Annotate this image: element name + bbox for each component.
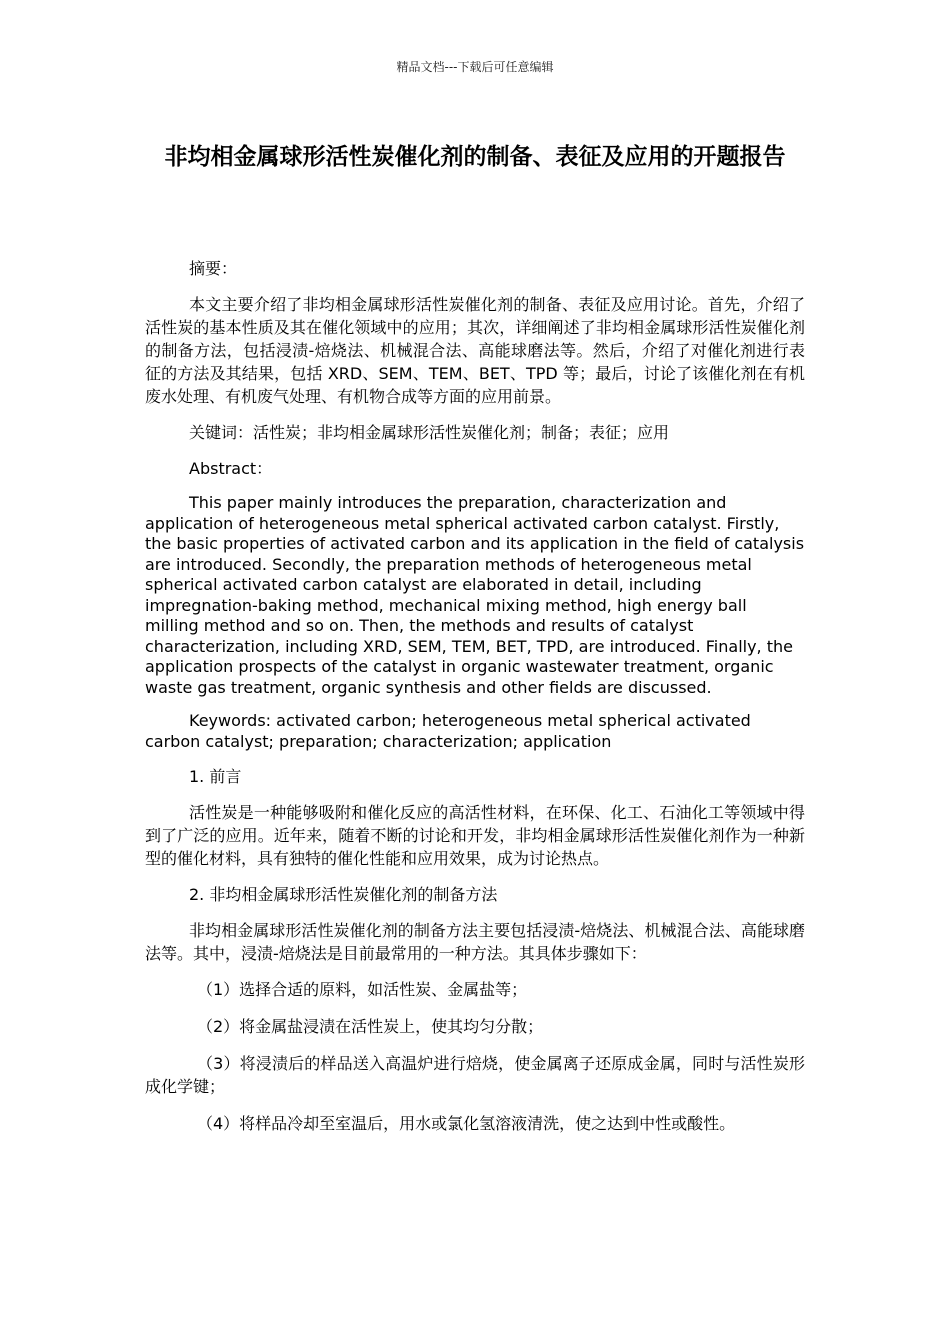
step-item: （3）将浸渍后的样品送入高温炉进行焙烧，使金属离子还原成金属，同时与活性炭形成化学键； [145,1054,805,1096]
keywords-en: Keywords: activated carbon; heterogeneous metal spherical activated carbon catalyst; preparation; characterization; application [145,711,751,751]
document-body [145,257,805,1149]
step-item: （4）将样品冷却至室温后，用水或氯化氢溶液清洗，使之达到中性或酸性。 [197,1114,736,1133]
abstract-cn-paragraph: 本文主要介绍了非均相金属球形活性炭催化剂的制备、表征及应用讨论。首先，介绍了活性炭的基本性质及其在催化领域中的应用；其次，详细阐述了非均相金属球形活性炭催化剂的制备方法，包括浸渍-焙烧法、机械混合法、高能球磨法等。然后，介绍了对催化剂进行表征的方法及其结果，包括 XRD、SEM、TEM、BET、TPD 等；最后，讨论了该催化剂在有机废水处理、有机废气处理、有机物合成等方面的应用前景。 [145,295,805,406]
section-1-paragraph: 活性炭是一种能够吸附和催化反应的高活性材料，在环保、化工、石油化工等领域中得到了广泛的应用。近年来，随着不断的讨论和开发，非均相金属球形活性炭催化剂作为一种新型的催化材料，具有独特的催化性能和应用效果，成为讨论热点。 [145,803,805,868]
section-1-heading: 1. 前言 [189,767,242,786]
step-item: （2）将金属盐浸渍在活性炭上，使其均匀分散； [197,1017,544,1036]
document-title: 非均相金属球形活性炭催化剂的制备、表征及应用的开题报告 [164,144,786,170]
step-item: （1）选择合适的原料，如活性炭、金属盐等； [197,980,528,999]
section-2-heading: 2. 非均相金属球形活性炭催化剂的制备方法 [189,885,498,904]
section-2-paragraph: 非均相金属球形活性炭催化剂的制备方法主要包括浸渍-焙烧法、机械混合法、高能球磨法等。其中，浸渍-焙烧法是目前最常用的一种方法。其具体步骤如下： [145,921,805,963]
abstract-cn-label: 摘要： [189,259,238,278]
keywords-cn: 关键词：活性炭；非均相金属球形活性炭催化剂；制备；表征；应用 [189,423,670,442]
abstract-en-paragraph: This paper mainly introduces the preparation, characterization and application of heterogeneous metal spherical activated carbon catalyst. Firstly, the basic properties of activated carbon and its application in the field of catalysis are introduced. Secondly, the preparation methods of heterogeneous metal spherical activated carbon catalyst are elaborated in detail, including impregnation-baking method, mechanical mixing method, high energy ball milling method and so on. Then, the methods and results of catalyst characterization, including XRD, SEM, TEM, BET, TPD, are introduced. Finally, the application prospects of the catalyst in organic wastewater treatment, organic waste gas treatment, organic synthesis and other fields are discussed. [145,493,805,697]
abstract-en-label: Abstract： [189,459,273,478]
page-header-note: 精品文档---下载后可任意编辑 [396,60,554,74]
